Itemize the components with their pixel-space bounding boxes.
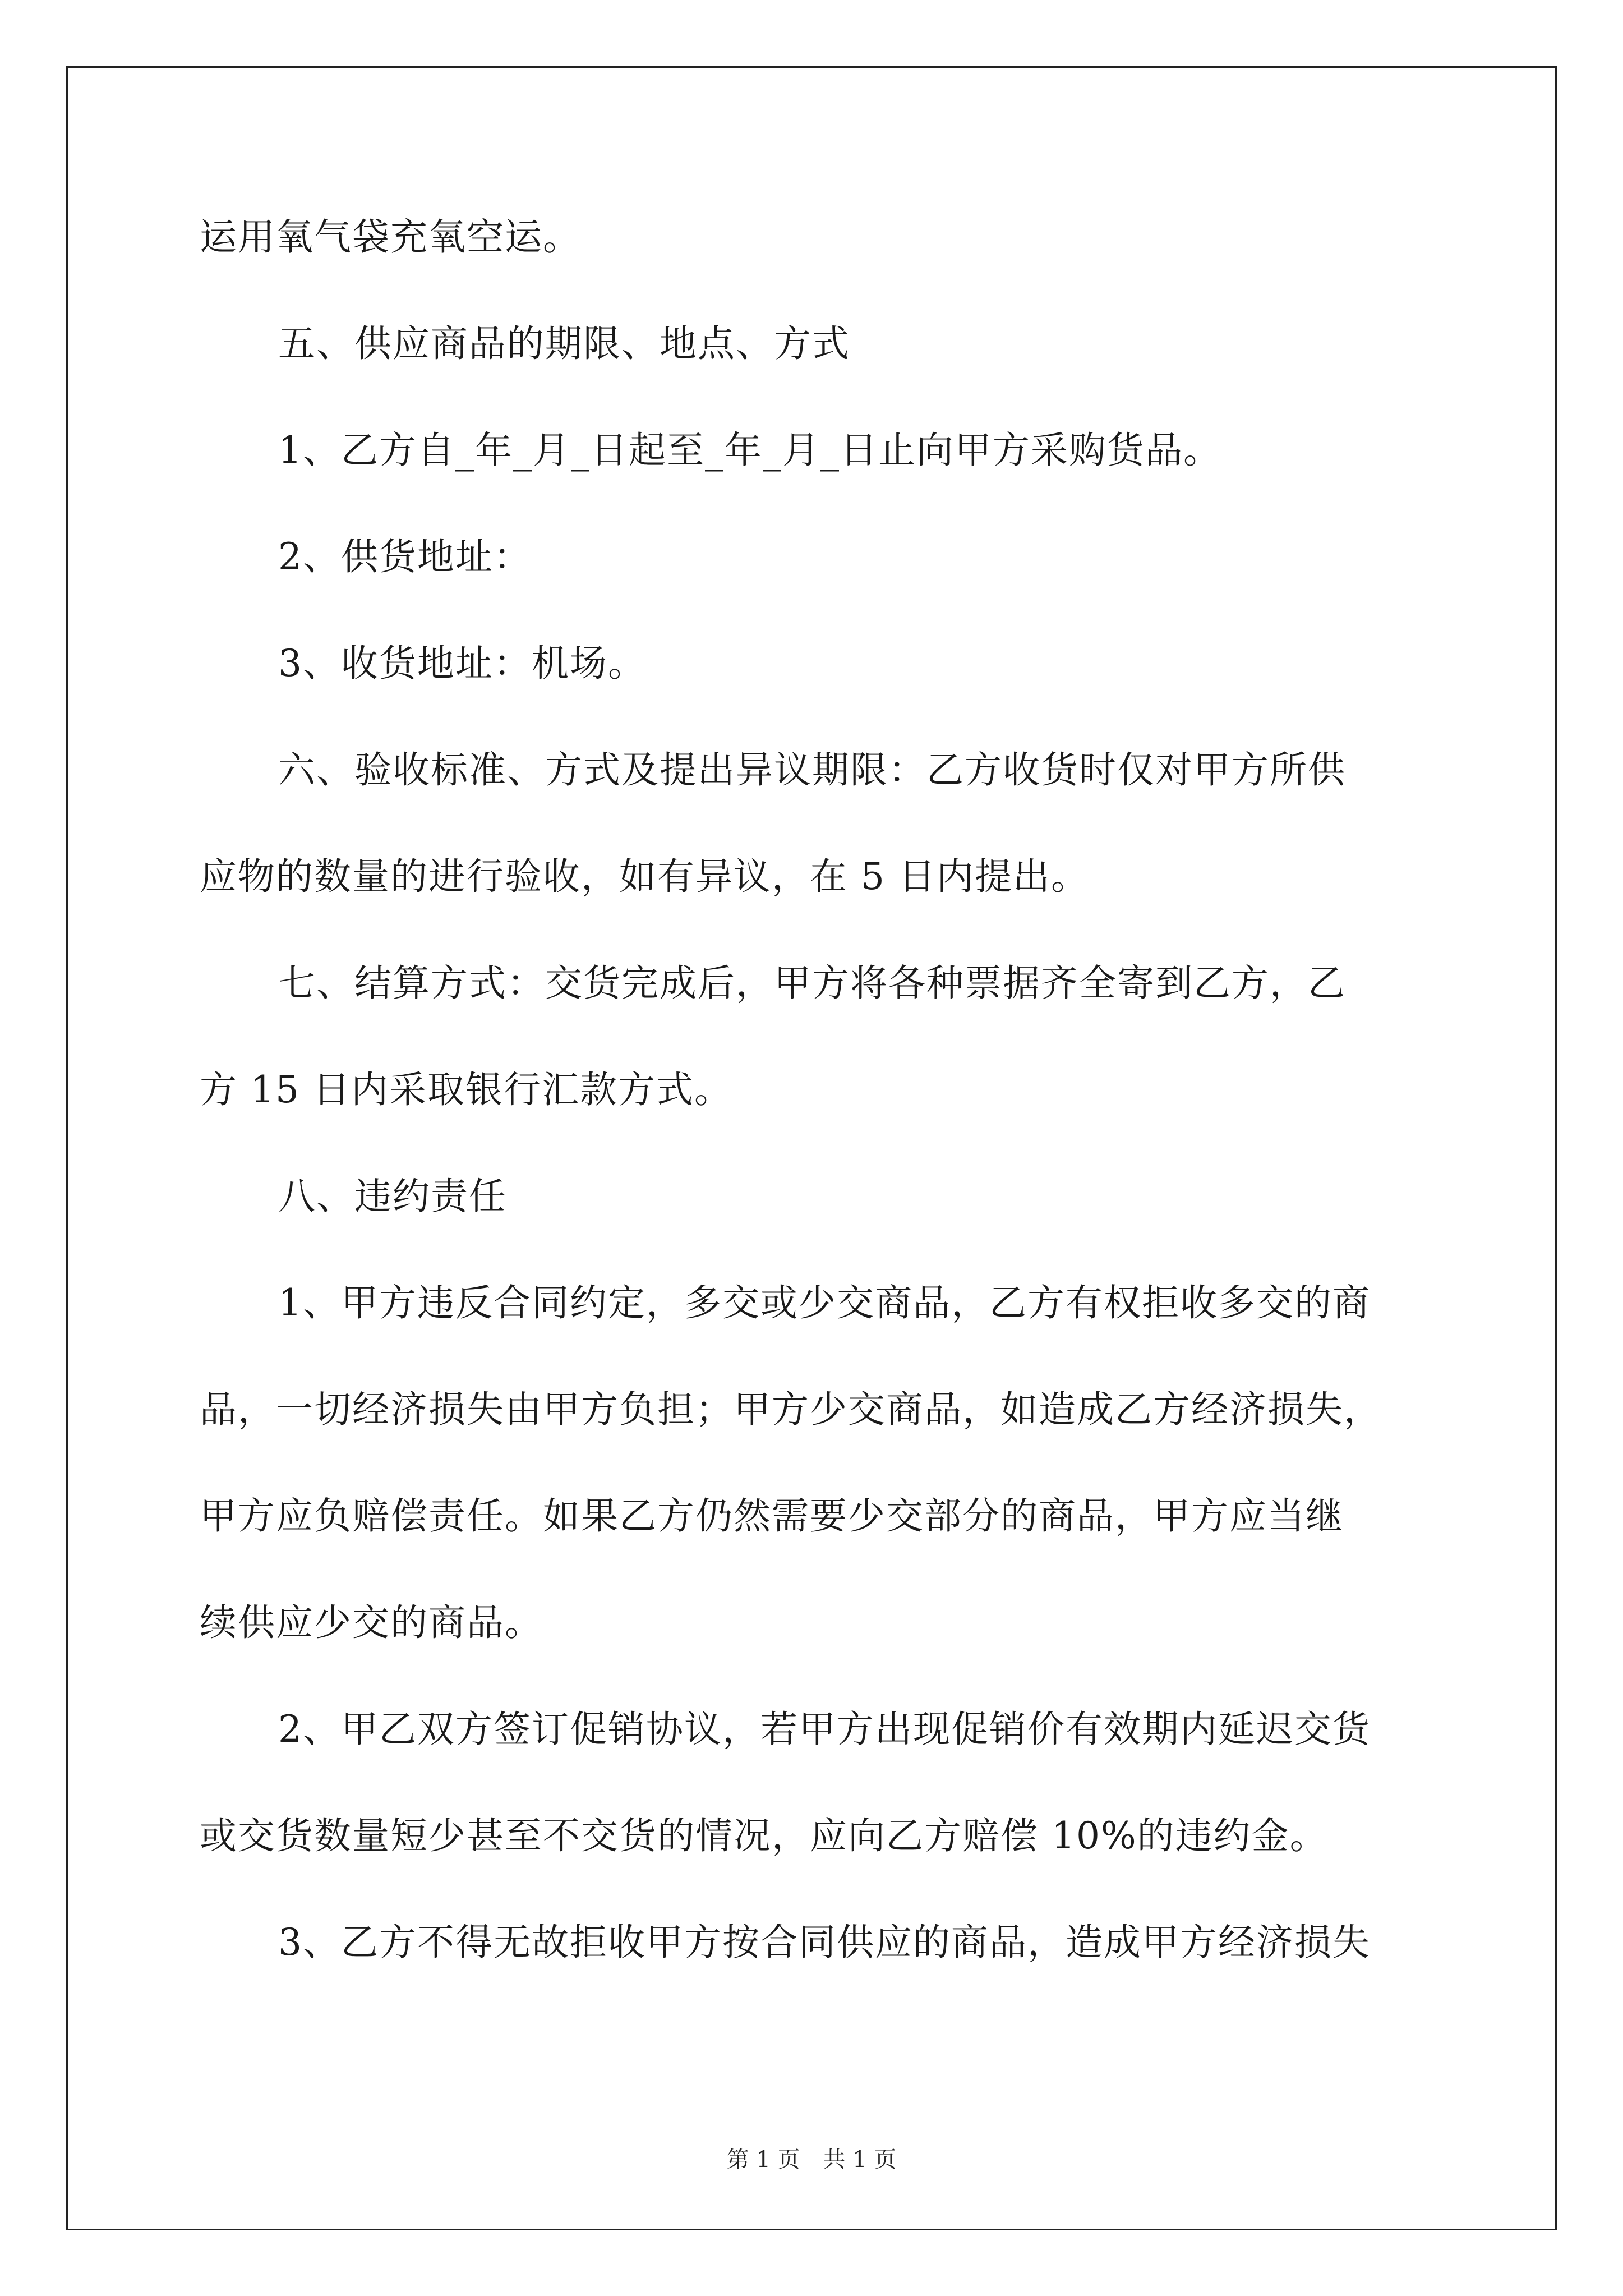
paragraph-line: 应物的数量的进行验收，如有异议，在 5 日内提出。 bbox=[200, 855, 1089, 898]
paragraph-line: 1、乙方自_年_月_日起至_年_月_日止向甲方采购货品。 bbox=[278, 429, 1221, 472]
paragraph-line: 方 15 日内采取银行汇款方式。 bbox=[200, 1068, 732, 1111]
document-body bbox=[200, 215, 1433, 2031]
paragraph-line: 甲方应负赔偿责任。如果乙方仍然需要少交部分的商品，甲方应当继 bbox=[200, 1494, 1344, 1538]
paragraph-line: 2、甲乙双方签订促销协议，若甲方出现促销价有效期内延迟交货 bbox=[278, 1708, 1371, 1751]
paragraph-line: 或交货数量短少甚至不交货的情况，应向乙方赔偿 10%的违约金。 bbox=[200, 1814, 1328, 1857]
section-heading-7: 七、结算方式：交货完成后，甲方将各种票据齐全寄到乙方，乙 bbox=[278, 961, 1346, 1005]
page-number: 第 1 页 bbox=[726, 2147, 800, 2173]
page-footer bbox=[0, 2147, 1623, 2172]
paragraph-line: 2、供货地址： bbox=[278, 535, 532, 578]
paragraph-line: 运用氧气袋充氧空运。 bbox=[200, 215, 581, 259]
section-heading-8: 八、违约责任 bbox=[278, 1175, 507, 1218]
paragraph-line: 品，一切经济损失由甲方负担；甲方少交商品，如造成乙方经济损失， bbox=[200, 1388, 1382, 1431]
page-total: 共 1 页 bbox=[823, 2147, 897, 2173]
section-heading-6: 六、验收标准、方式及提出异议期限：乙方收货时仅对甲方所供 bbox=[278, 748, 1346, 792]
paragraph-line: 3、收货地址：机场。 bbox=[278, 642, 646, 685]
paragraph-line: 3、乙方不得无故拒收甲方按合同供应的商品，造成甲方经济损失 bbox=[278, 1921, 1371, 1964]
paragraph-line: 续供应少交的商品。 bbox=[200, 1601, 543, 1644]
paragraph-line: 1、甲方违反合同约定，多交或少交商品，乙方有权拒收多交的商 bbox=[278, 1281, 1371, 1324]
section-heading-5: 五、供应商品的期限、地点、方式 bbox=[278, 322, 850, 365]
